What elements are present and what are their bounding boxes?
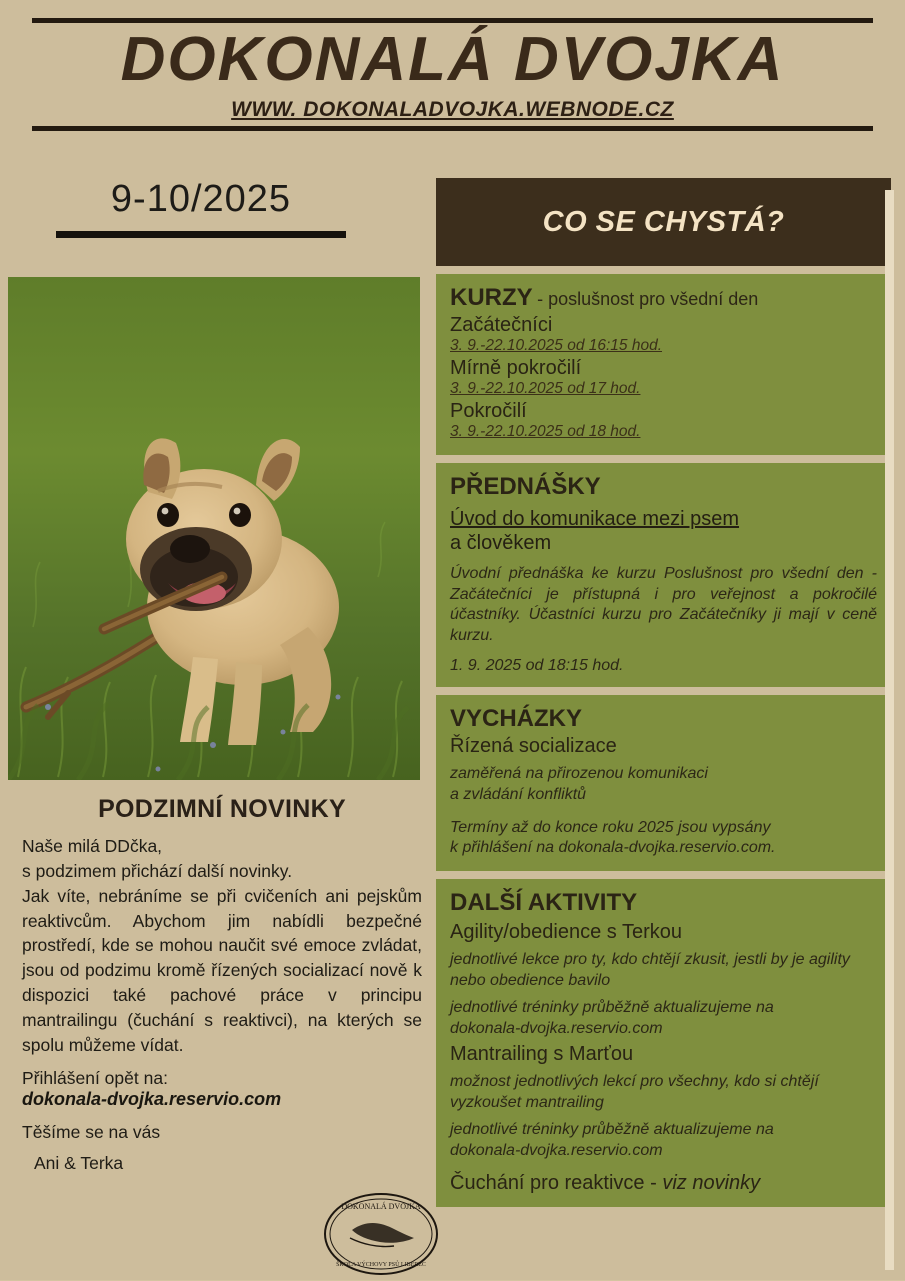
logo-bottom-text: ŠKOLA VÝCHOVY PSŮ LIBEREC — [336, 1262, 426, 1268]
vychazky-desc — [450, 764, 877, 806]
header-bottom-rule — [32, 126, 873, 131]
lecture-title-line2: a člověkem — [450, 532, 552, 555]
vychazky-note — [450, 818, 877, 860]
activity-last-row — [450, 1172, 877, 1195]
issue-date: 9-10/2025 — [110, 178, 292, 220]
kurzy-title: KURZY — [450, 284, 533, 311]
section-prednasky — [436, 463, 891, 687]
article-heading: PODZIMNÍ NOVINKY — [98, 795, 346, 823]
right-page-edge — [894, 0, 905, 1280]
signup-label: Přihlášení opět na: — [22, 1067, 168, 1088]
activity-name-mantrailing: Mantrailing s Marťou — [450, 1043, 634, 1066]
logo-stamp — [322, 1192, 440, 1276]
lecture-title-line1: Úvod do komunikace mezi psem — [450, 508, 740, 530]
article-greeting: Naše milá DDčka, — [22, 836, 163, 856]
article-signature: Ani & Terka — [34, 1152, 124, 1173]
article-closing: Těšíme se na vás — [22, 1121, 161, 1142]
right-column — [436, 178, 898, 1207]
activity-update-mantrailing-link[interactable]: dokonala-dvojka.reservio.com — [450, 1141, 663, 1159]
course-time-intermediate: 3. 9.-22.10.2025 od 17 hod. — [450, 380, 641, 397]
left-article — [22, 795, 422, 1174]
activity-update-agility-link[interactable]: dokonala-dvojka.reservio.com — [450, 1019, 663, 1037]
lecture-title — [450, 507, 877, 556]
logo-top-text: DOKONALÁ DVOJKA — [341, 1202, 421, 1211]
dog-photo-illustration — [8, 277, 420, 780]
vychazky-title: VYCHÁZKY — [450, 704, 583, 732]
activity-last-label: Čuchání pro reaktivce - — [450, 1171, 663, 1194]
whats-coming-banner — [436, 178, 891, 266]
kurzy-subtitle: - poslušnost pro všední den — [537, 289, 759, 309]
signup-link[interactable]: dokonala-dvojka.reservio.com — [22, 1088, 282, 1109]
course-name-intermediate: Mírně pokročilí — [450, 357, 582, 379]
page-title: DOKONALÁ DVOJKA — [120, 25, 785, 94]
article-paragraph: Jak víte, nebráníme se při cvičeních ani pejskům reaktivcům. Abychom jim nabídli bezpečné prostředí, kde se mohou naučit své emoce zvládat, jsou od podzimu kromě řízených socializací nově k dispozici také pachové práce v principu mantrailingu (čuchání s reaktivci), na kterých se spolu můžeme vídat. — [22, 885, 422, 1055]
date-underline — [56, 231, 346, 238]
dokonala-dvojka-logo-icon — [322, 1192, 440, 1276]
activity-last-italic: viz novinky — [662, 1171, 761, 1194]
course-name-advanced: Pokročilí — [450, 400, 527, 422]
vychazky-note-line2: k přihlášení na dokonala-dvojka.reservio.com. — [450, 839, 776, 857]
activity-desc-agility: jednotlivé lekce pro ty, kdo chtějí zkusit, jestli by je agility nebo obedience bavilo — [450, 951, 850, 989]
section-vychazky — [436, 695, 891, 871]
activity-name-agility: Agility/obedience s Terkou — [450, 921, 682, 944]
activity-desc-mantrailing: možnost jednotlivých lekcí pro všechny, kdo si chtějí vyzkoušet mantrailing — [450, 1073, 819, 1112]
poster-header — [32, 18, 873, 131]
vychazky-subtitle: Řízená socializace — [450, 734, 617, 757]
right-accent-bar — [885, 190, 894, 1270]
section-kurzy — [436, 274, 891, 455]
vychazky-desc-line2: a zvládání konfliktů — [450, 785, 587, 803]
whats-coming-label: CO SE CHYSTÁ? — [542, 205, 785, 238]
aktivity-title: DALŠÍ AKTIVITY — [450, 889, 638, 917]
course-time-advanced: 3. 9.-22.10.2025 od 18 hod. — [450, 423, 641, 440]
activity-update-agility — [450, 998, 877, 1040]
kurzy-heading-row — [450, 284, 877, 312]
dog-photo — [8, 277, 420, 780]
course-time-beginner: 3. 9.-22.10.2025 od 16:15 hod. — [450, 337, 663, 354]
prednasky-title: PŘEDNÁŠKY — [450, 473, 601, 500]
lecture-description: Úvodní přednáška ke kurzu Poslušnost pro všední den - Začátečníci je přístupná i pro veřejnost a pokročilé účastníky. Účastníci kurzu pro Začátečníky ji mají v ceně kurzu. — [450, 564, 877, 645]
date-block — [56, 178, 346, 238]
activity-update-agility-line1: jednotlivé tréninky průběžně aktualizujeme na — [450, 998, 774, 1016]
section-dalsi-aktivity — [436, 879, 891, 1206]
lecture-datetime: 1. 9. 2025 od 18:15 hod. — [450, 656, 624, 674]
vychazky-desc-line1: zaměřená na přirozenou komunikaci — [450, 764, 708, 782]
article-body — [22, 834, 422, 1058]
vychazky-note-line1: Termíny až do konce roku 2025 jsou vypsány — [450, 818, 771, 836]
activity-update-mantrailing — [450, 1120, 877, 1162]
header-top-rule — [32, 18, 873, 23]
activity-update-mantrailing-line1: jednotlivé tréninky průběžně aktualizujeme na — [450, 1120, 774, 1138]
article-line2: s podzimem přichází další novinky. — [22, 860, 293, 881]
website-link[interactable]: WWW. DOKONALADVOJKA.WEBNODE.CZ — [231, 98, 674, 122]
course-name-beginner: Začátečníci — [450, 314, 553, 336]
